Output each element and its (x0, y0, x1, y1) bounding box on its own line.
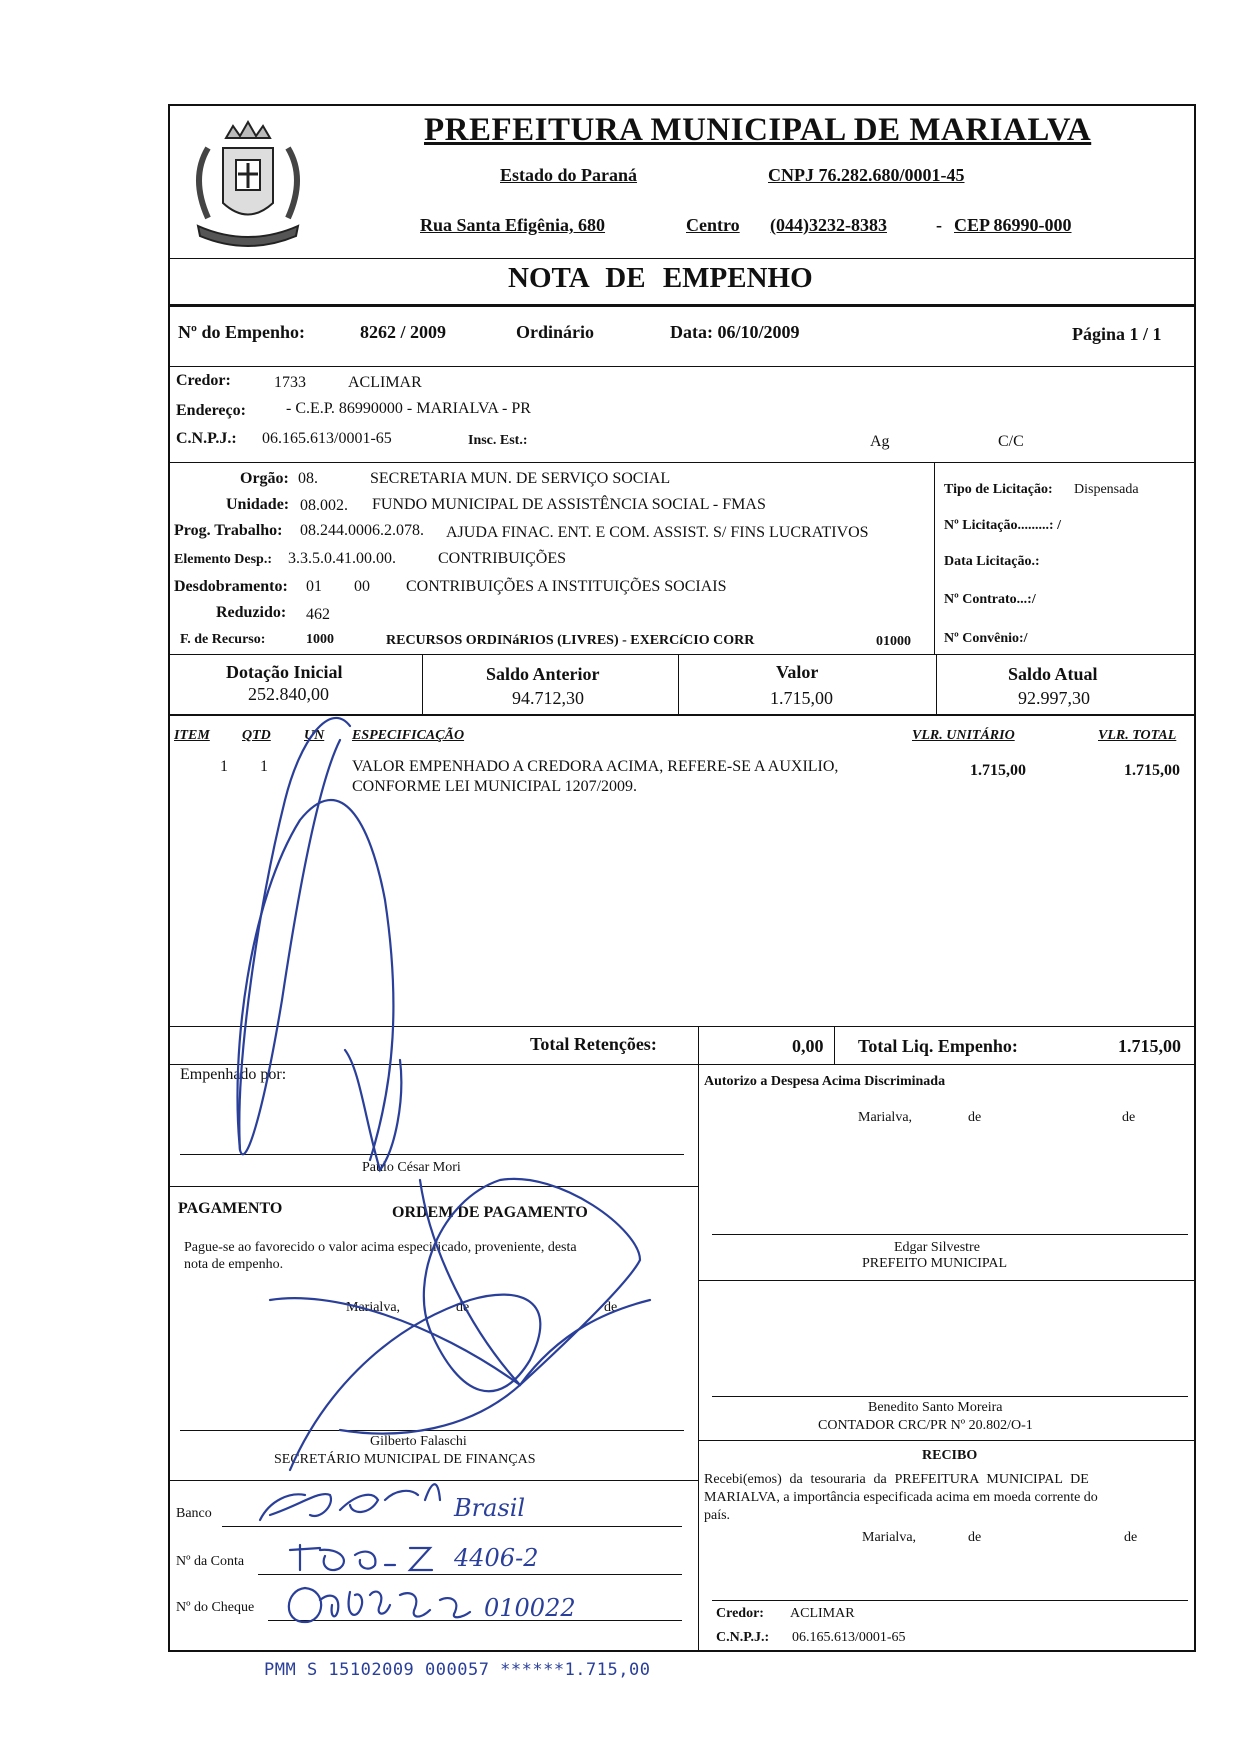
divider (168, 304, 1196, 307)
divider (168, 366, 1196, 367)
divider (168, 714, 1196, 716)
signature-line (712, 1234, 1188, 1235)
empenho-date: Data: 06/10/2009 (670, 322, 800, 342)
conta-label: Nº da Conta (176, 1554, 245, 1569)
reduzido-label: Reduzido: (216, 604, 287, 621)
elemento-label: Elemento Desp.: (174, 552, 272, 567)
autorizo-de1: de (968, 1110, 982, 1125)
divider (168, 1186, 698, 1187)
divider (168, 1064, 1196, 1065)
divider (698, 1280, 1196, 1281)
autorizo-place: Marialva, (858, 1110, 913, 1125)
divider (168, 1480, 698, 1481)
signature-line (180, 1154, 684, 1155)
licitacao-tipo-label: Tipo de Licitação: (944, 482, 1053, 497)
retencoes-label: Total Retenções: (530, 1034, 657, 1054)
vlr-unit-col-header: VLR. UNITÁRIO (912, 728, 1015, 743)
licitacao-numero: Nº Licitação.........: / (944, 518, 1061, 533)
credor-address: - C.E.P. 86990000 - MARIALVA - PR (286, 400, 531, 417)
dotacao-label: Dotação Inicial (226, 662, 343, 682)
empenhado-signer: Paulo César Mori (362, 1160, 461, 1175)
cc-label: C/C (998, 433, 1024, 450)
vlr-total-col-header: VLR. TOTAL (1098, 728, 1177, 743)
coat-of-arms-logo (178, 108, 318, 256)
item-spec-line1: VALOR EMPENHADO A CREDORA ACIMA, REFERE-SE A AUXILIO, (352, 758, 839, 775)
divider (678, 654, 679, 714)
elemento-name: CONTRIBUIÇÕES (438, 550, 567, 567)
recibo-credor: ACLIMAR (790, 1606, 855, 1621)
header-cnpj: CNPJ 76.282.680/0001-45 (768, 165, 965, 185)
conta-handwritten: 4406-2 (454, 1544, 539, 1572)
liq-empenho-value: 1.715,00 (1118, 1036, 1181, 1056)
recibo-cnpj-label: C.N.P.J.: (716, 1630, 770, 1645)
desdobramento-name: CONTRIBUIÇÕES A INSTITUIÇÕES SOCIAIS (406, 578, 727, 595)
recibo-de2: de (1124, 1530, 1138, 1545)
credor-label: Credor: (176, 372, 231, 389)
unidade-name: FUNDO MUNICIPAL DE ASSISTÊNCIA SOCIAL - FMAS (372, 496, 766, 513)
divider (698, 1026, 699, 1064)
contrato-number: Nº Contrato...:/ (944, 592, 1036, 607)
address-label: Endereço: (176, 402, 246, 419)
divider (168, 258, 1196, 259)
desdobramento-label: Desdobramento: (174, 578, 288, 595)
valor-label: Valor (776, 662, 819, 682)
elemento-code: 3.3.5.0.41.00.00. (288, 550, 396, 567)
cheque-label: Nº do Cheque (176, 1600, 255, 1615)
recibo-line3: país. (704, 1508, 731, 1523)
unidade-label: Unidade: (226, 496, 290, 513)
recibo-place: Marialva, (862, 1530, 917, 1545)
empenho-type: Ordinário (516, 322, 595, 342)
header-cep: CEP 86990-000 (954, 215, 1072, 235)
empenhado-label: Empenhado por: (180, 1066, 287, 1083)
valor-value: 1.715,00 (770, 688, 833, 708)
saldo-anterior-value: 94.712,30 (512, 688, 584, 708)
prog-trabalho-label: Prog. Trabalho: (174, 522, 283, 539)
cheque-handwritten: 010022 (484, 1594, 576, 1622)
bank-handwritten: Brasil (454, 1494, 526, 1522)
pagamento-de1: de (456, 1300, 470, 1315)
header-dash: - (936, 215, 942, 235)
pagamento-place: Marialva, (346, 1300, 401, 1315)
recurso-name: RECURSOS ORDINáRIOS (LIVRES) - EXERCíCIO CORR (386, 633, 755, 648)
signature-line (712, 1396, 1188, 1397)
orgao-name: SECRETARIA MUN. DE SERVIÇO SOCIAL (370, 470, 671, 487)
page-number: Página 1 / 1 (1072, 324, 1162, 344)
divider (698, 1064, 699, 1652)
secretario-name: Gilberto Falaschi (370, 1434, 467, 1449)
item-col-header: ITEM (174, 728, 210, 743)
pagamento-de2: de (604, 1300, 618, 1315)
recibo-label: RECIBO (922, 1448, 978, 1463)
document-title: NOTA DE EMPENHO (508, 262, 813, 294)
item-vlr-total: 1.715,00 (1124, 762, 1180, 779)
divider (698, 1440, 1196, 1441)
licitacao-data: Data Licitação.: (944, 554, 1040, 569)
conta-field-line (258, 1574, 682, 1575)
divider (168, 1026, 1196, 1027)
contador-title: CONTADOR CRC/PR Nº 20.802/O-1 (818, 1418, 1033, 1433)
cnpj-label: C.N.P.J.: (176, 430, 237, 447)
autorizo-de2: de (1122, 1110, 1136, 1125)
saldo-atual-value: 92.997,30 (1018, 688, 1090, 708)
liq-empenho-label: Total Liq. Empenho: (858, 1036, 1018, 1056)
ag-label: Ag (870, 433, 890, 450)
spec-col-header: ESPECIFICAÇÃO (352, 728, 465, 743)
pagamento-label: PAGAMENTO (178, 1200, 283, 1217)
ordem-pagamento-label: ORDEM DE PAGAMENTO (392, 1204, 588, 1221)
recurso-label: F. de Recurso: (180, 632, 266, 647)
contador-name: Benedito Santo Moreira (868, 1400, 1003, 1415)
empenho-number-label: Nº do Empenho: (178, 322, 305, 342)
header-address: Rua Santa Efigênia, 680 (420, 215, 606, 235)
credor-code: 1733 (274, 374, 306, 391)
recurso-code: 1000 (306, 632, 334, 647)
pagamento-text-line1: Pague-se ao favorecido o valor acima especificado, proveniente, desta (184, 1240, 577, 1255)
un-col-header: UN (304, 728, 325, 743)
desdobramento-code2: 00 (354, 578, 370, 595)
prefeito-title: PREFEITO MUNICIPAL (862, 1256, 1008, 1271)
item-qtd: 1 (260, 758, 268, 775)
pagamento-text-line2: nota de empenho. (184, 1257, 284, 1272)
banco-field-line (222, 1526, 682, 1527)
autorizo-label: Autorizo a Despesa Acima Discriminada (704, 1074, 946, 1089)
saldo-atual-label: Saldo Atual (1008, 664, 1098, 684)
recurso-number: 01000 (876, 634, 911, 649)
item-spec-line2: CONFORME LEI MUNICIPAL 1207/2009. (352, 778, 638, 795)
divider (168, 462, 1196, 463)
saldo-anterior-label: Saldo Anterior (486, 664, 600, 684)
payment-stamp: PMM S 15102009 000057 ******1.715,00 (264, 1660, 651, 1680)
recibo-cnpj: 06.165.613/0001-65 (792, 1630, 906, 1645)
retencoes-value: 0,00 (792, 1036, 824, 1056)
divider (834, 1026, 835, 1064)
cheque-field-line (268, 1620, 682, 1621)
signature-line (712, 1600, 1188, 1601)
secretario-title: SECRETÁRIO MUNICIPAL DE FINANÇAS (274, 1452, 536, 1467)
prog-trabalho-code: 08.244.0006.2.078. (300, 522, 424, 539)
recibo-line2: MARIALVA, a importância especificada acima em moeda corrente do (704, 1490, 1098, 1505)
header-title: PREFEITURA MUNICIPAL DE MARIALVA (424, 112, 1092, 148)
prefeito-name: Edgar Silvestre (894, 1240, 980, 1255)
signature-line (180, 1430, 684, 1431)
credor-cnpj: 06.165.613/0001-65 (262, 430, 392, 447)
recibo-line1: Recebi(emos) da tesouraria da PREFEITURA MUNICIPAL DE (704, 1472, 1089, 1487)
divider (936, 654, 937, 714)
header-district: Centro (686, 215, 740, 235)
header-phone: (044)3232-8383 (770, 215, 887, 235)
licitacao-tipo: Dispensada (1074, 482, 1139, 497)
prog-trabalho-name: AJUDA FINAC. ENT. E COM. ASSIST. S/ FINS LUCRATIVOS (446, 524, 869, 541)
recibo-credor-label: Credor: (716, 1606, 764, 1621)
banco-label: Banco (176, 1506, 212, 1521)
item-number: 1 (220, 758, 228, 775)
convenio-number: Nº Convênio:/ (944, 631, 1028, 646)
recibo-de1: de (968, 1530, 982, 1545)
orgao-label: Orgão: (240, 470, 289, 487)
header-state: Estado do Paraná (500, 165, 638, 185)
desdobramento-code1: 01 (306, 578, 322, 595)
divider (168, 654, 1196, 655)
credor-name: ACLIMAR (348, 374, 422, 391)
insc-est-label: Insc. Est.: (468, 433, 528, 448)
dotacao-value: 252.840,00 (248, 684, 329, 704)
reduzido-value: 462 (306, 606, 330, 623)
divider (934, 462, 935, 654)
empenho-number: 8262 / 2009 (360, 322, 447, 342)
orgao-code: 08. (298, 470, 318, 487)
qtd-col-header: QTD (242, 728, 271, 743)
divider (422, 654, 423, 714)
unidade-code: 08.002. (300, 497, 348, 514)
item-vlr-unit: 1.715,00 (970, 762, 1026, 779)
